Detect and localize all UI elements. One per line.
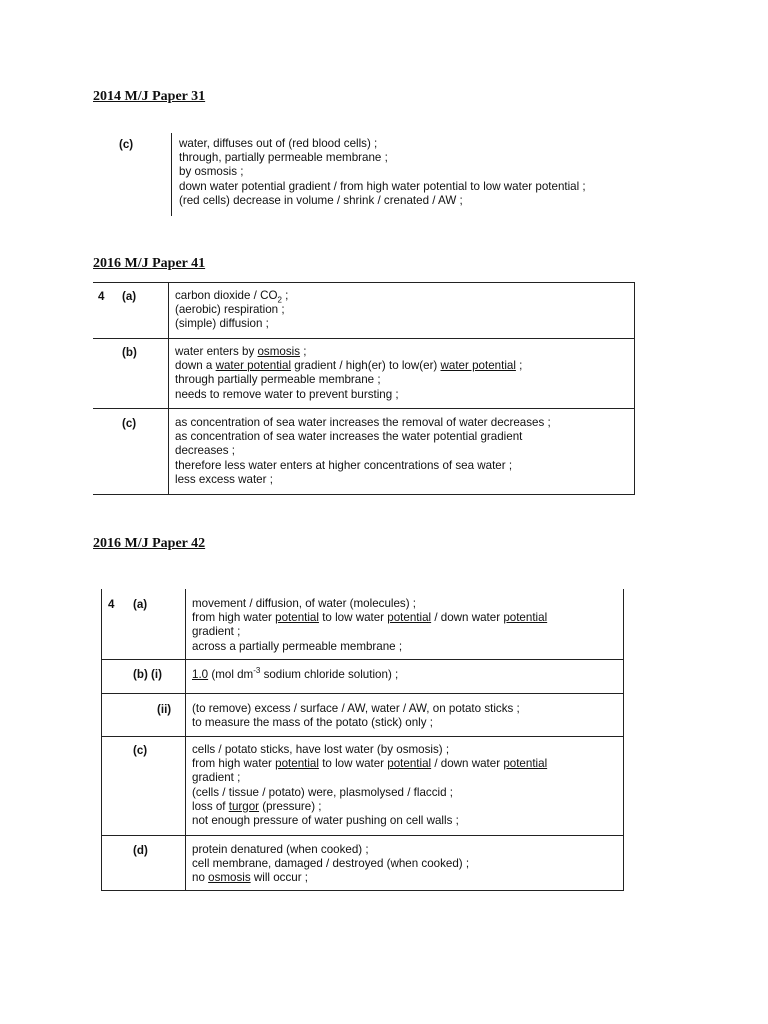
p31-c-line-5: (red cells) decrease in volume / shrink / crenated / AW ; (179, 193, 463, 207)
p42-c-answer: cells / potato sticks, have lost water (by osmosis) ; from high water potential to low water potential / down water potential gradient ; (cells / tissue / potato) were, plasmolysed / flaccid ; loss of turgor (pressure) ; not enough pressure of water pushing on cell walls ; (192, 743, 548, 828)
p42-c-label: (c) (133, 744, 148, 757)
p41-question-number: 4 (98, 290, 105, 303)
p42-a-label: (a) (133, 598, 148, 611)
heading-2016-paper-41: 2016 M/J Paper 41 (93, 256, 206, 271)
p31-c-line-4: down water potential gradient / from high water potential to low water potential ; (179, 179, 586, 193)
heading-2014-paper-31: 2014 M/J Paper 31 (93, 89, 206, 104)
p31-divider (171, 133, 172, 216)
p42-a-answer: movement / diffusion, of water (molecules) ; from high water potential to low water potential / down water potential gradient ; across a partially permeable membrane ; (192, 597, 548, 653)
p31-c-line-2: through, partially permeable membrane ; (179, 151, 388, 165)
p41-b-label: (b) (122, 346, 137, 359)
heading-2016-paper-42: 2016 M/J Paper 42 (93, 536, 206, 551)
p42-question-number: 4 (108, 598, 115, 611)
p42-b-i-label: (b) (i) (133, 668, 162, 681)
p41-a-label: (a) (122, 290, 137, 303)
p41-c-label: (c) (122, 417, 137, 430)
p42-d-answer: protein denatured (when cooked) ; cell membrane, damaged / destroyed (when cooked) ; no osmosis will occur ; (192, 843, 470, 885)
p41-b-answer: water enters by osmosis ; down a water potential gradient / high(er) to low(er) water potential ; through partially permeable membrane ; needs to remove water to prevent bursting ; (175, 345, 523, 401)
p41-c-answer: as concentration of sea water increases the removal of water decreases ; as concentration of sea water increases the water potential gradient decreases ; therefore less water enters at higher concentrations of sea water ; less excess water ; (175, 416, 551, 486)
p42-b-ii-label: (ii) (157, 703, 172, 716)
p42-d-label: (d) (133, 844, 148, 857)
p31-c-line-1: water, diffuses out of (red blood cells) ; (179, 137, 378, 150)
p31-c-label: (c) (119, 138, 134, 151)
p42-b-i-answer: 1.0 (mol $dm^{-3}$ sodium chloride solution) ; (192, 666, 399, 681)
p42-b-ii-answer: (to remove) excess / surface / AW, water / AW, on potato sticks ; to measure the mass of the potato (stick) only ; (192, 702, 520, 730)
p41-a-answer: carbon dioxide / $CO_2$ ; (aerobic) respiration ; (simple) diffusion ; (175, 289, 289, 331)
p31-c-answer (179, 137, 586, 208)
p31-c-line-3: by osmosis ; (179, 165, 244, 179)
